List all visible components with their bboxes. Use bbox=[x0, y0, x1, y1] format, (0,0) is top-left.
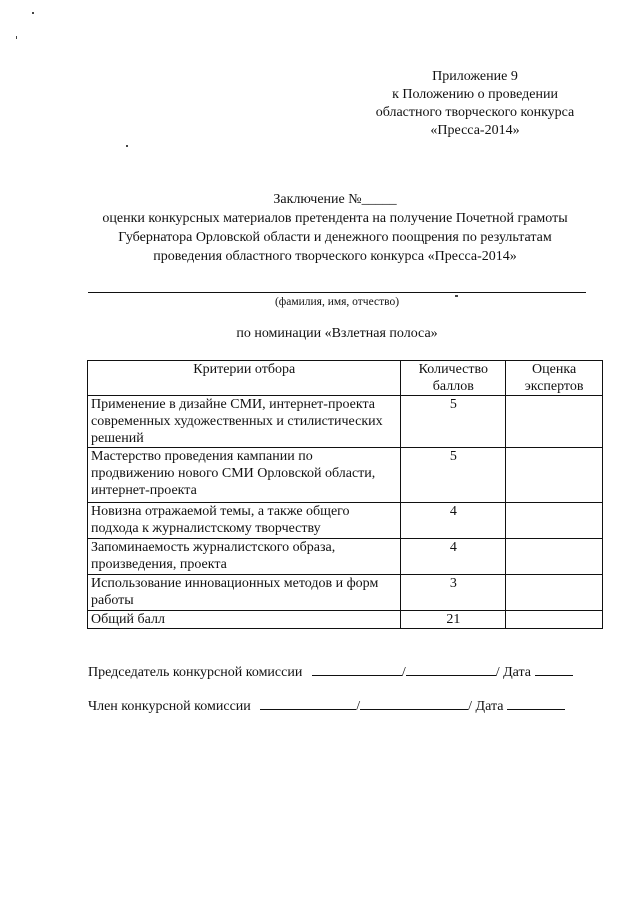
scan-speck bbox=[16, 36, 17, 39]
criterion-cell: Запоминаемость журналистского образа, произведения, проекта bbox=[88, 539, 401, 575]
points-cell: 4 bbox=[401, 503, 506, 539]
criterion-cell: Новизна отражаемой темы, а также общего подхода к журналистскому творчеству bbox=[88, 503, 401, 539]
member-label: Член конкурсной комиссии bbox=[88, 699, 251, 714]
fio-caption: (фамилия, имя, отчество) bbox=[274, 296, 400, 308]
appendix-line-2: к Положению о проведении bbox=[392, 87, 558, 102]
fio-line bbox=[88, 292, 586, 293]
scan-speck bbox=[455, 295, 458, 297]
chairman-separator: / bbox=[401, 665, 406, 680]
table-row bbox=[88, 575, 603, 611]
header-experts: Оценка экспертов bbox=[506, 361, 603, 396]
scan-speck bbox=[126, 145, 128, 147]
chairman-date-field[interactable] bbox=[535, 661, 573, 676]
chairman-signature-line bbox=[88, 661, 573, 681]
header-criteria: Критерии отбора bbox=[88, 361, 401, 396]
chairman-label: Председатель конкурсной комиссии bbox=[88, 665, 303, 680]
member-separator: / bbox=[356, 699, 361, 714]
title-line-2: оценки конкурсных материалов претендента на получение Почетной грамоты bbox=[102, 211, 568, 226]
member-date-label: / Дата bbox=[468, 699, 504, 714]
member-name-field[interactable] bbox=[360, 695, 468, 710]
appendix-header bbox=[355, 68, 595, 140]
member-signature-field[interactable] bbox=[260, 695, 356, 710]
criteria-table bbox=[87, 360, 603, 629]
table-row bbox=[88, 396, 603, 448]
chairman-date-label: / Дата bbox=[495, 665, 532, 680]
member-signature-line bbox=[88, 695, 565, 715]
points-cell: 3 bbox=[401, 575, 506, 611]
chairman-name-field[interactable] bbox=[406, 661, 496, 676]
experts-cell[interactable] bbox=[506, 396, 603, 448]
total-label: Общий балл bbox=[88, 611, 401, 629]
points-cell: 4 bbox=[401, 539, 506, 575]
experts-cell[interactable] bbox=[506, 539, 603, 575]
nomination: по номинации «Взлетная полоса» bbox=[236, 326, 438, 341]
appendix-line-1: Приложение 9 bbox=[432, 69, 518, 84]
table-row bbox=[88, 539, 603, 575]
title-line-4: проведения областного творческого конкурса «Пресса-2014» bbox=[153, 249, 517, 264]
experts-cell[interactable] bbox=[506, 448, 603, 503]
table-header-row bbox=[88, 361, 603, 396]
chairman-signature-field[interactable] bbox=[312, 661, 402, 676]
table-row bbox=[88, 448, 603, 503]
criterion-cell: Мастерство проведения кампании по продвижению нового СМИ Орловской области, интернет-проекта bbox=[88, 448, 401, 503]
total-points: 21 bbox=[401, 611, 506, 629]
points-cell: 5 bbox=[401, 448, 506, 503]
total-row bbox=[88, 611, 603, 629]
header-points: Количество баллов bbox=[401, 361, 506, 396]
total-experts[interactable] bbox=[506, 611, 603, 629]
appendix-line-4: «Пресса-2014» bbox=[430, 123, 520, 138]
appendix-line-3: областного творческого конкурса bbox=[375, 105, 575, 120]
criterion-cell: Использование инновационных методов и форм работы bbox=[88, 575, 401, 611]
document-title bbox=[40, 190, 630, 266]
scan-speck bbox=[32, 12, 34, 14]
member-date-field[interactable] bbox=[507, 695, 565, 710]
title-line-3: Губернатора Орловской области и денежного поощрения по результатам bbox=[118, 230, 552, 245]
criterion-cell: Применение в дизайне СМИ, интернет-проекта современных художественных и стилистических решений bbox=[88, 396, 401, 448]
title-line-1: Заключение №_____ bbox=[273, 192, 397, 207]
table-row bbox=[88, 503, 603, 539]
points-cell: 5 bbox=[401, 396, 506, 448]
experts-cell[interactable] bbox=[506, 503, 603, 539]
experts-cell[interactable] bbox=[506, 575, 603, 611]
